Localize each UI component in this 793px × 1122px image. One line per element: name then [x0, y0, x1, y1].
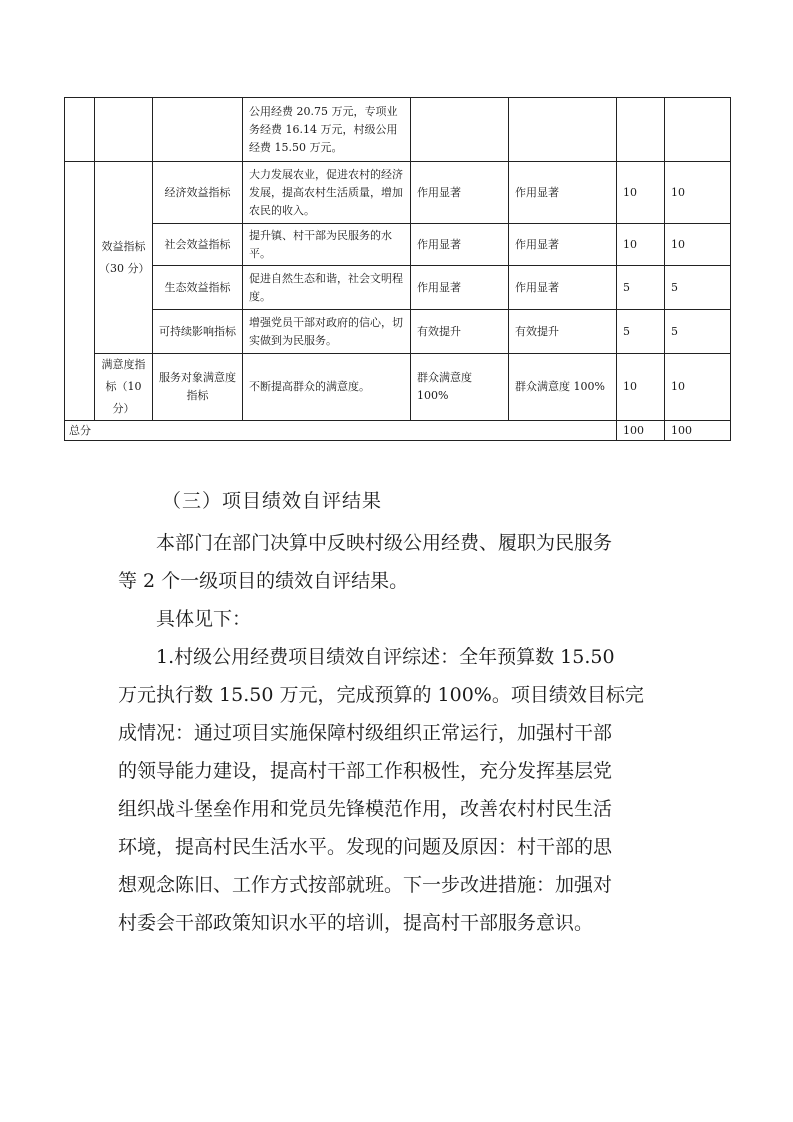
paragraph-line: 环境，提高村民生活水平。发现的问题及原因：村干部的思	[118, 836, 613, 858]
section-paragraph	[118, 524, 678, 942]
table-cell-blank	[65, 98, 95, 162]
table-row-total	[65, 421, 731, 441]
indicator-content: 促进自然生态和谐，社会文明程度。	[243, 266, 411, 310]
indicator-content: 提升镇、村干部为民服务的水平。	[243, 224, 411, 266]
actual-value: 群众满意度 100%	[509, 354, 617, 421]
paragraph-line: 1.村级公用经费项目绩效自评综述：全年预算数 15.50	[156, 646, 615, 668]
table-row-sat	[65, 354, 731, 421]
paragraph-line: 组织战斗堡垒作用和党员先锋模范作用，改善农村村民生活	[118, 798, 613, 820]
indicator-name: 服务对象满意度指标	[153, 354, 243, 421]
table-cell-blank	[95, 98, 153, 162]
indicator-name: 经济效益指标	[153, 162, 243, 224]
table-row-sust	[65, 310, 731, 354]
actual-value: 作用显著	[509, 224, 617, 266]
target-value: 作用显著	[411, 162, 509, 224]
section-heading: （三）项目绩效自评结果	[162, 490, 383, 512]
target-value: 作用显著	[411, 266, 509, 310]
table-row-budget	[65, 98, 731, 162]
score-value: 10	[665, 162, 731, 224]
table-row-econ	[65, 162, 731, 224]
paragraph-line: 具体见下：	[156, 608, 252, 630]
indicator-content: 不断提高群众的满意度。	[243, 354, 411, 421]
actual-value: 作用显著	[509, 266, 617, 310]
table-cell-blank	[509, 98, 617, 162]
weight-value: 10	[617, 224, 665, 266]
weight-value: 5	[617, 310, 665, 354]
paragraph-line: 万元执行数 15.50 万元，完成预算的 100%。项目绩效目标完	[118, 684, 644, 706]
benefit-category-label: 效益指标（30 分）	[95, 162, 153, 354]
weight-value: 10	[617, 354, 665, 421]
indicator-name: 社会效益指标	[153, 224, 243, 266]
table-row-eco	[65, 266, 731, 310]
indicator-content: 增强党员干部对政府的信心，切实做到为民服务。	[243, 310, 411, 354]
paragraph-line: 本部门在部门决算中反映村级公用经费、履职为民服务	[156, 532, 613, 554]
total-label: 总分	[65, 421, 617, 441]
paragraph-line: 等 2 个一级项目的绩效自评结果。	[118, 570, 409, 592]
table-cell-blank	[617, 98, 665, 162]
table-cell-blank	[665, 98, 731, 162]
indicator-content: 大力发展农业，促进农村的经济发展，提高农村生活质量，增加农民的收入。	[243, 162, 411, 224]
total-weight: 100	[617, 421, 665, 441]
paragraph-line: 成情况：通过项目实施保障村级组织正常运行，加强村干部	[118, 722, 613, 744]
weight-value: 5	[617, 266, 665, 310]
table-row-social	[65, 224, 731, 266]
paragraph-line: 想观念陈旧、工作方式按部就班。下一步改进措施：加强对	[118, 874, 613, 896]
performance-table	[64, 97, 731, 441]
paragraph-line: 村委会干部政策知识水平的培训，提高村干部服务意识。	[118, 912, 594, 934]
actual-value: 有效提升	[509, 310, 617, 354]
table-cell-blank	[411, 98, 509, 162]
score-value: 5	[665, 310, 731, 354]
indicator-name: 可持续影响指标	[153, 310, 243, 354]
weight-value: 10	[617, 162, 665, 224]
table-cell-blank	[153, 98, 243, 162]
budget-note: 公用经费 20.75 万元，专项业务经费 16.14 万元，村级公用经费 15.50 万元。	[243, 98, 411, 162]
actual-value: 作用显著	[509, 162, 617, 224]
table-cell-blank	[65, 162, 95, 421]
indicator-name: 生态效益指标	[153, 266, 243, 310]
total-score: 100	[665, 421, 731, 441]
score-value: 10	[665, 354, 731, 421]
target-value: 群众满意度 100%	[411, 354, 509, 421]
target-value: 有效提升	[411, 310, 509, 354]
score-value: 5	[665, 266, 731, 310]
satisfaction-category-label: 满意度指标（10分）	[95, 354, 153, 421]
paragraph-line: 的领导能力建设，提高村干部工作积极性，充分发挥基层党	[118, 760, 613, 782]
target-value: 作用显著	[411, 224, 509, 266]
score-value: 10	[665, 224, 731, 266]
